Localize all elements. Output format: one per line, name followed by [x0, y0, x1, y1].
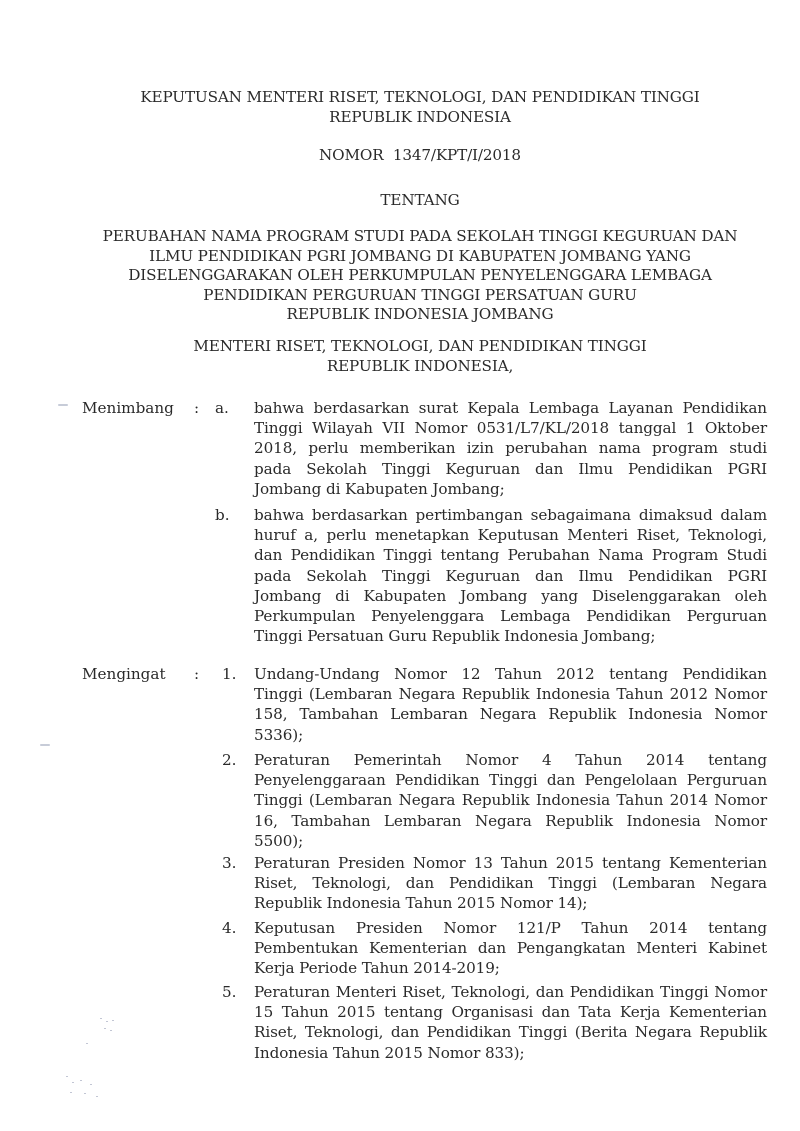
paragraph-line: Pembentukan Kementerian dan Pengangkatan Menteri Kabinet [254, 939, 767, 958]
mengingat-item-1 [254, 664, 767, 745]
paragraph-line: 5336); [254, 725, 304, 744]
paragraph-line: Peraturan Pemerintah Nomor 4 Tahun 2014 tentang [254, 751, 767, 769]
menimbang-marker-b: b. [215, 506, 230, 524]
paragraph-line: 16, Tambahan Lembaran Negara Republik Indonesia Nomor [254, 811, 767, 830]
paragraph-line: Perkumpulan Penyelenggara Lembaga Pendidikan Perguruan [254, 606, 767, 625]
subject-line: DISELENGGARAKAN OLEH PERKUMPULAN PENYELENGGARA LEMBAGA [128, 266, 712, 284]
menimbang-marker-a: a. [215, 399, 229, 417]
mengingat-item-2 [254, 750, 767, 851]
paragraph-line: Tinggi (Lembaran Negara Republik Indonesia Tahun 2014 Nomor [254, 791, 767, 810]
paragraph-line: Peraturan Menteri Riset, Teknologi, dan Pendidikan Tinggi Nomor [254, 983, 767, 1001]
decree-subject [60, 227, 780, 325]
paragraph-line: Kerja Periode Tahun 2014-2019; [254, 959, 500, 978]
paragraph-line: 158, Tambahan Lembaran Negara Republik Indonesia Nomor [254, 705, 767, 724]
decree-title-line2: REPUBLIK INDONESIA [329, 107, 511, 126]
mengingat-marker-3: 3. [222, 854, 237, 872]
paragraph-line: bahwa berdasarkan surat Kepala Lembaga Layanan Pendidikan [254, 399, 767, 417]
paragraph-line: pada Sekolah Tinggi Keguruan dan Ilmu Pendidikan PGRI [254, 459, 767, 478]
paragraph-line: huruf a, perlu menetapkan Keputusan Menteri Riset, Teknologi, [254, 526, 767, 545]
paragraph-line-cut: Indonesia Tahun 2015 Nomor 833); [254, 1043, 525, 1062]
mengingat-item-4 [254, 918, 767, 979]
menimbang-colon: : [194, 399, 200, 417]
authority-line1: MENTERI RISET, TEKNOLOGI, DAN PENDIDIKAN TINGGI [193, 337, 647, 355]
subject-line: ILMU PENDIDIKAN PGRI JOMBANG DI KABUPATEN JOMBANG YANG [149, 246, 691, 265]
menimbang-item-a [254, 398, 767, 499]
subject-line: REPUBLIK INDONESIA JOMBANG [286, 305, 554, 323]
mengingat-marker-2: 2. [222, 751, 237, 769]
paragraph-line: Undang-Undang Nomor 12 Tahun 2012 tentang Pendidikan [254, 665, 767, 683]
paragraph-line: Riset, Teknologi, dan Pendidikan Tinggi (Lembaran Negara [254, 874, 767, 893]
paragraph-line: 2018, perlu memberikan izin perubahan nama program studi [254, 439, 767, 458]
authority-line2: REPUBLIK INDONESIA, [326, 356, 514, 375]
decree-number-text: NOMOR 1347/KPT/I/2018 [319, 146, 521, 164]
about-label: TENTANG [380, 191, 460, 209]
paragraph-line: Tinggi Wilayah VII Nomor 0531/L7/KL/2018 tanggal 1 Oktober [254, 419, 767, 438]
about-heading [60, 191, 780, 211]
paragraph-line: Peraturan Presiden Nomor 13 Tahun 2015 tentang Kementerian [254, 854, 767, 872]
paragraph-line: Jombang di Kabupaten Jombang; [254, 479, 505, 498]
paragraph-line: pada Sekolah Tinggi Keguruan dan Ilmu Pendidikan PGRI [254, 566, 767, 585]
decree-number [60, 146, 780, 166]
decree-title-line1: KEPUTUSAN MENTERI RISET, TEKNOLOGI, DAN PENDIDIKAN TINGGI [140, 88, 700, 106]
paragraph-line: Keputusan Presiden Nomor 121/P Tahun 2014 tentang [254, 919, 767, 937]
mengingat-item-5 [254, 982, 767, 1063]
paragraph-line: Tinggi (Lembaran Negara Republik Indonesia Tahun 2012 Nomor [254, 685, 767, 704]
mengingat-colon: : [194, 665, 200, 683]
paragraph-line: Republik Indonesia Tahun 2015 Nomor 14); [254, 894, 588, 913]
paragraph-line: Jombang di Kabupaten Jombang yang Diselenggarakan oleh [254, 586, 767, 605]
paragraph-line: Tinggi Persatuan Guru Republik Indonesia Jombang; [254, 627, 656, 646]
mengingat-marker-4: 4. [222, 919, 237, 937]
issuing-authority [60, 337, 780, 376]
mengingat-item-3 [254, 853, 767, 914]
paragraph-line: 5500); [254, 831, 304, 850]
menimbang-label: Menimbang [82, 399, 174, 417]
paragraph-line: dan Pendidikan Tinggi tentang Perubahan Nama Program Studi [254, 546, 767, 565]
decree-title [60, 88, 780, 127]
mengingat-label: Mengingat [82, 665, 166, 683]
paragraph-line: 15 Tahun 2015 tentang Organisasi dan Tata Kerja Kementerian [254, 1003, 767, 1022]
subject-line: PENDIDIKAN PERGURUAN TINGGI PERSATUAN GURU [203, 285, 637, 304]
paragraph-line: bahwa berdasarkan pertimbangan sebagaimana dimaksud dalam [254, 506, 767, 524]
mengingat-marker-1: 1. [222, 665, 237, 683]
paragraph-line: Riset, Teknologi, dan Pendidikan Tinggi (Berita Negara Republik [254, 1023, 767, 1042]
paragraph-line: Penyelenggaraan Pendidikan Tinggi dan Pengelolaan Perguruan [254, 771, 767, 790]
scan-mark [58, 404, 68, 406]
menimbang-item-b [254, 505, 767, 646]
scan-mark [40, 744, 50, 746]
subject-line: PERUBAHAN NAMA PROGRAM STUDI PADA SEKOLAH TINGGI KEGURUAN DAN [102, 227, 738, 245]
mengingat-marker-5: 5. [222, 983, 237, 1001]
